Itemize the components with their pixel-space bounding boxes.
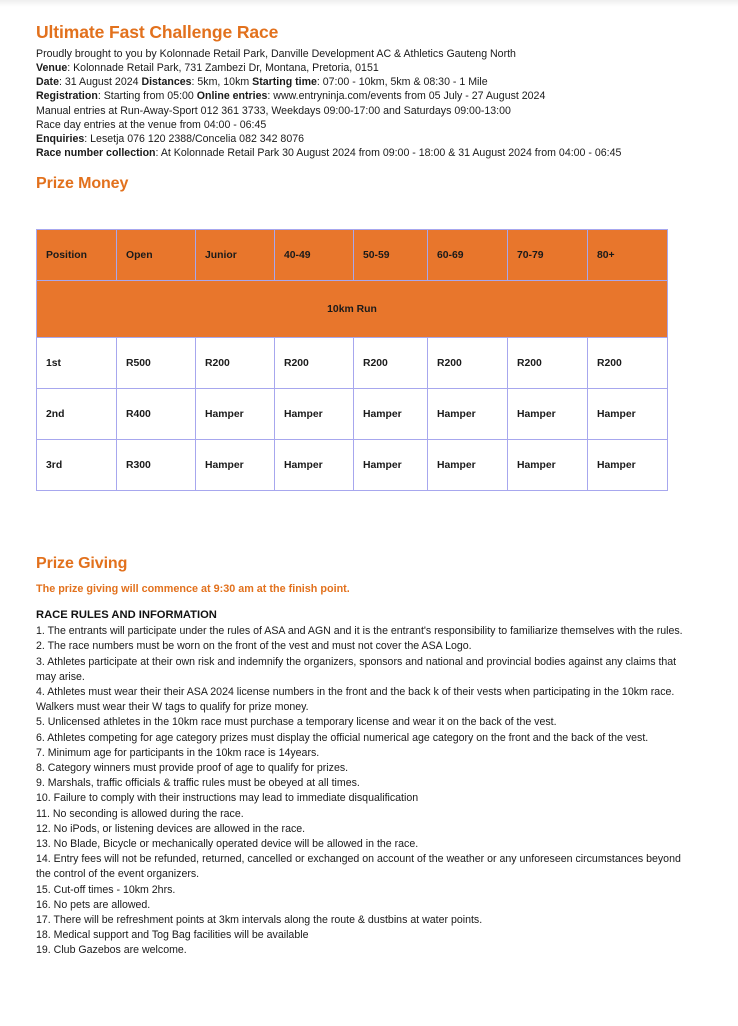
race-rule-item: 8. Category winners must provide proof of age to qualify for prizes. bbox=[36, 761, 349, 774]
race-rules-heading: RACE RULES AND INFORMATION bbox=[36, 609, 217, 621]
race-rule-item: 5. Unlicensed athletes in the 10km race must purchase a temporary license and wear it on the back of the vest. bbox=[36, 716, 557, 729]
race-rule-item: 7. Minimum age for participants in the 10km race is 14years. bbox=[36, 746, 320, 759]
table-column-header: 40-49 bbox=[275, 230, 354, 281]
prize-giving-block bbox=[36, 554, 696, 596]
table-column-header: Open bbox=[117, 230, 196, 281]
info-label: Registration bbox=[36, 90, 98, 103]
table-row bbox=[37, 338, 668, 389]
info-value: : Kolonnade Retail Park, 731 Zambezi Dr, Montana, Pretoria, 0151 bbox=[67, 62, 379, 75]
info-value: : At Kolonnade Retail Park 30 August 2024 from 09:00 - 18:00 & 31 August 2024 from 04:00 - 06:45 bbox=[155, 146, 622, 159]
table-cell-prize: R200 bbox=[196, 338, 275, 389]
table-row-position: 3rd bbox=[37, 440, 117, 491]
table-cell-prize: R200 bbox=[428, 338, 508, 389]
table-cell-prize: R200 bbox=[354, 338, 428, 389]
table-row-position: 2nd bbox=[37, 389, 117, 440]
race-rule-item: 17. There will be refreshment points at 3km intervals along the route & dustbins at water points. bbox=[36, 913, 483, 926]
info-value: Manual entries at Run-Away-Sport 012 361 3733, Weekdays 09:00-17:00 and Saturdays 09:00-13:00 bbox=[36, 104, 511, 117]
info-value: : www.entryninja.com/events from 05 July - 27 August 2024 bbox=[267, 90, 546, 103]
race-rules-list bbox=[36, 624, 696, 958]
info-label: Venue bbox=[36, 62, 68, 75]
race-rule-item: 10. Failure to comply with their instructions may lead to immediate disqualification bbox=[36, 792, 419, 805]
table-cell-prize: Hamper bbox=[508, 389, 588, 440]
table-band-label: 10km Run bbox=[37, 281, 668, 338]
table-cell-prize: R300 bbox=[117, 440, 196, 491]
race-rule-item: 2. The race numbers must be worn on the front of the vest and must not cover the ASA Logo. bbox=[36, 640, 472, 653]
prize-money-table-wrapper bbox=[36, 229, 667, 491]
prize-giving-heading: Prize Giving bbox=[36, 555, 128, 572]
info-value: : 31 August 2024 bbox=[58, 76, 142, 89]
race-rule-item: 16. No pets are allowed. bbox=[36, 898, 151, 911]
event-info-line bbox=[36, 61, 706, 75]
info-value: : 07:00 - 10km, 5km & 08:30 - 1 Mile bbox=[316, 76, 488, 89]
race-rules-block bbox=[36, 608, 696, 959]
event-info-line bbox=[36, 47, 706, 61]
document-header-block bbox=[36, 22, 706, 160]
table-column-header: 50-59 bbox=[354, 230, 428, 281]
race-rule-item: 6. Athletes competing for age category prizes must display the official numerical age category on the front and the back of the vest. bbox=[36, 731, 649, 744]
table-cell-prize: R500 bbox=[117, 338, 196, 389]
info-label: Race number collection bbox=[36, 146, 156, 159]
race-rule-item: 1. The entrants will participate under the rules of ASA and AGN and it is the entrant's responsibility to familiarize themselves with the rules. bbox=[36, 625, 683, 638]
table-cell-prize: Hamper bbox=[428, 389, 508, 440]
race-rule-item: 4. Athletes must wear their their ASA 2024 license numbers in the front and the back k of their vests when participating in the 10km race. Walkers must wear their W tags to qualify for prize money. bbox=[36, 685, 675, 714]
table-cell-prize: Hamper bbox=[588, 389, 668, 440]
table-cell-prize: Hamper bbox=[196, 389, 275, 440]
info-label: Online entries bbox=[196, 90, 268, 103]
table-column-header: 70-79 bbox=[508, 230, 588, 281]
event-info-line bbox=[36, 75, 706, 89]
race-rule-item: 3. Athletes participate at their own risk and indemnify the organizers, sponsors and national and provincial bodies against any claims that may arise. bbox=[36, 655, 677, 683]
event-info-line bbox=[36, 118, 706, 132]
table-header-row bbox=[37, 230, 668, 281]
event-info-line bbox=[36, 146, 706, 160]
info-value: : Starting from 05:00 bbox=[97, 90, 197, 103]
race-rule-item: 19. Club Gazebos are welcome. bbox=[36, 944, 187, 957]
table-cell-prize: Hamper bbox=[428, 440, 508, 491]
event-info-line bbox=[36, 89, 706, 103]
table-cell-prize: R400 bbox=[117, 389, 196, 440]
race-rule-item: 18. Medical support and Tog Bag facilities will be available bbox=[36, 929, 309, 942]
race-rule-item: 15. Cut-off times - 10km 2hrs. bbox=[36, 883, 176, 896]
info-value: Race day entries at the venue from 04:00 - 06:45 bbox=[36, 118, 267, 131]
table-cell-prize: Hamper bbox=[196, 440, 275, 491]
table-column-header: 80+ bbox=[588, 230, 668, 281]
race-rule-item: 13. No Blade, Bicycle or mechanically operated device will be allowed in the race. bbox=[36, 837, 419, 850]
table-column-header: Position bbox=[37, 230, 117, 281]
table-row bbox=[37, 389, 668, 440]
prize-table-head bbox=[37, 230, 668, 281]
info-value: : Lesetja 076 120 2388/Concelia 082 342 8076 bbox=[84, 132, 304, 145]
event-info-lines bbox=[36, 47, 706, 160]
event-info-line bbox=[36, 104, 706, 118]
prize-table-body bbox=[37, 281, 668, 491]
prize-money-heading: Prize Money bbox=[36, 175, 129, 192]
prize-money-table bbox=[36, 229, 668, 491]
table-cell-prize: R200 bbox=[508, 338, 588, 389]
table-cell-prize: R200 bbox=[275, 338, 354, 389]
prize-giving-note: The prize giving will commence at 9:30 am at the finish point. bbox=[36, 583, 350, 596]
table-cell-prize: Hamper bbox=[354, 389, 428, 440]
info-value: Proudly brought to you by Kolonnade Retail Park, Danville Development AC & Athletics Gauteng North bbox=[36, 48, 516, 61]
table-band-row bbox=[37, 281, 668, 338]
race-rule-item: 9. Marshals, traffic officials & traffic rules must be obeyed at all times. bbox=[36, 777, 360, 790]
table-row-position: 1st bbox=[37, 338, 117, 389]
info-label: Enquiries bbox=[36, 132, 85, 145]
table-cell-prize: Hamper bbox=[588, 440, 668, 491]
page-title: Ultimate Fast Challenge Race bbox=[36, 22, 279, 42]
info-value: : 5km, 10km bbox=[191, 76, 253, 89]
table-cell-prize: Hamper bbox=[275, 440, 354, 491]
event-info-line bbox=[36, 132, 706, 146]
info-label: Starting time bbox=[252, 76, 317, 89]
info-label: Distances bbox=[141, 76, 192, 89]
race-rule-item: 11. No seconding is allowed during the race. bbox=[36, 807, 244, 820]
table-cell-prize: Hamper bbox=[354, 440, 428, 491]
table-cell-prize: Hamper bbox=[508, 440, 588, 491]
table-column-header: 60-69 bbox=[428, 230, 508, 281]
prize-money-heading-block bbox=[36, 174, 128, 193]
info-label: Date bbox=[36, 76, 59, 89]
race-rule-item: 12. No iPods, or listening devices are allowed in the race. bbox=[36, 822, 306, 835]
table-cell-prize: R200 bbox=[588, 338, 668, 389]
table-row bbox=[37, 440, 668, 491]
race-rule-item: 14. Entry fees will not be refunded, returned, cancelled or exchanged on account of the weather or any unforeseen circumstances beyond the control of the event organizers. bbox=[36, 853, 681, 881]
table-column-header: Junior bbox=[196, 230, 275, 281]
table-cell-prize: Hamper bbox=[275, 389, 354, 440]
